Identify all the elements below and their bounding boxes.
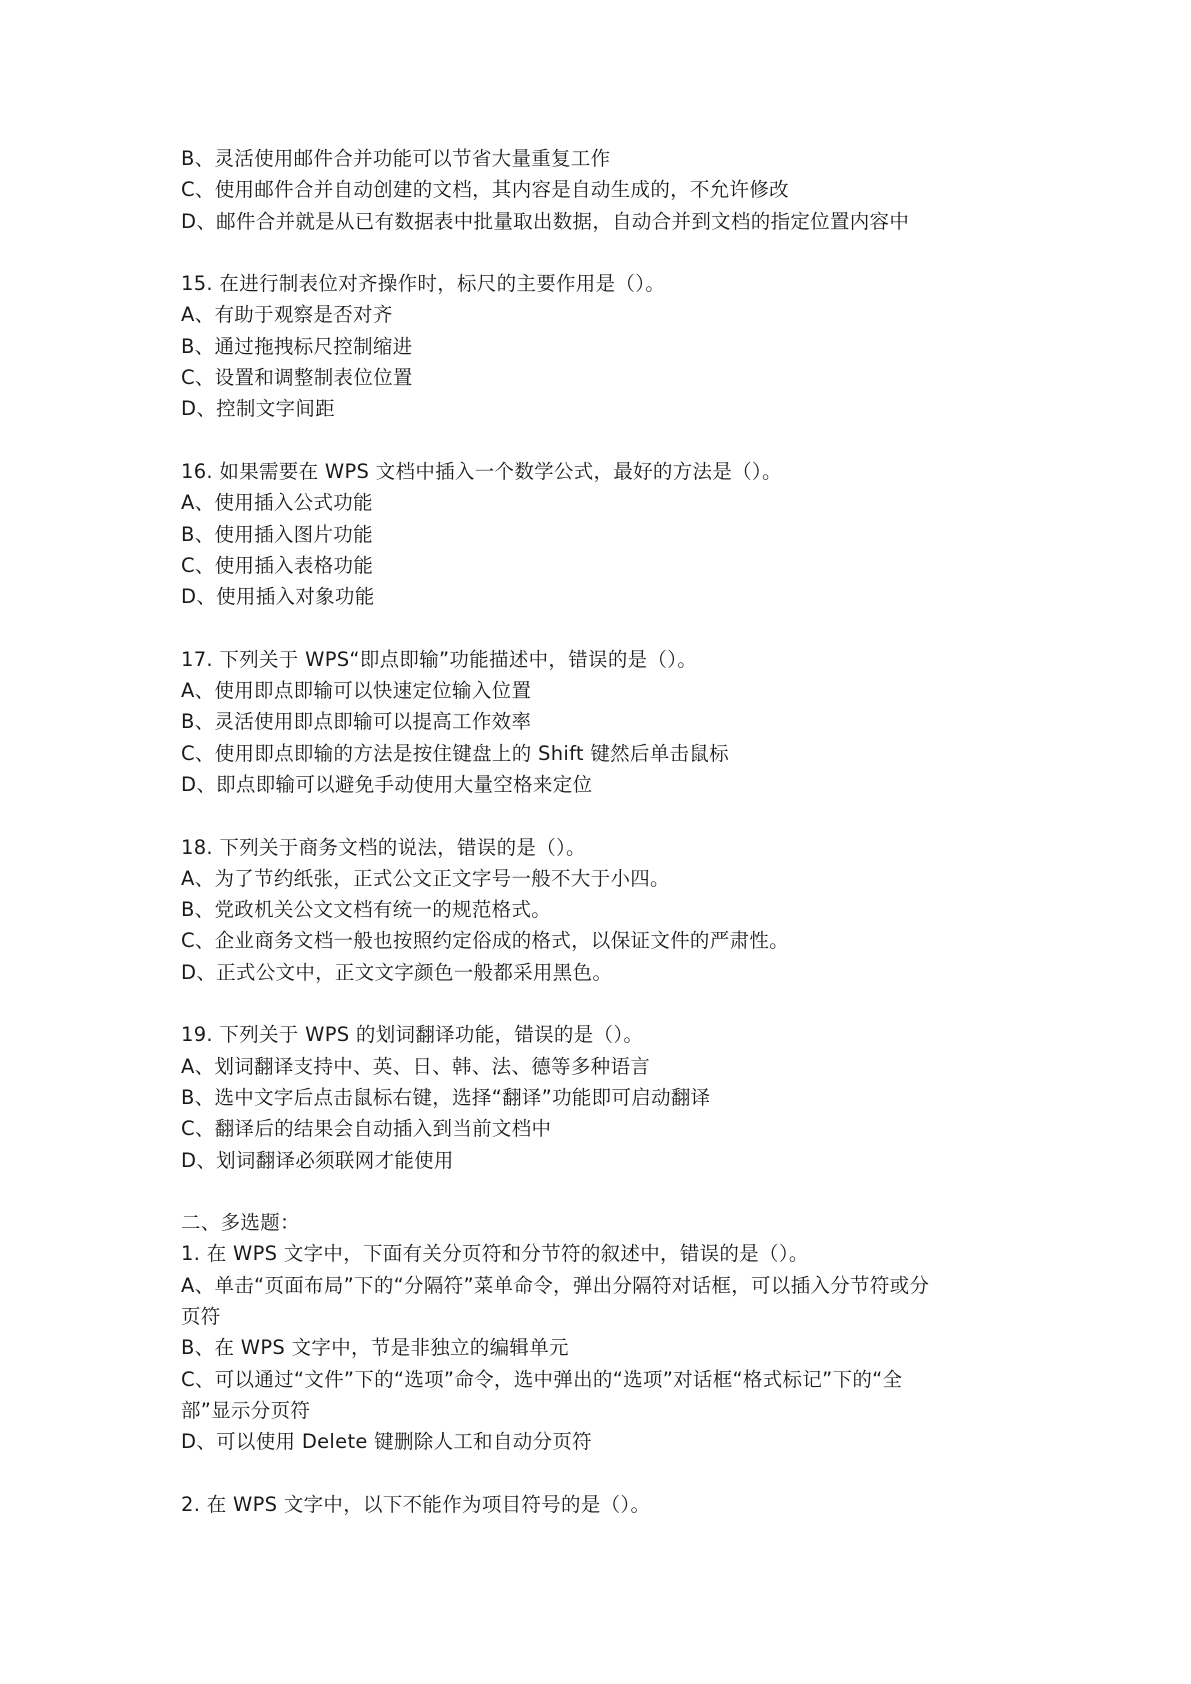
q17-option-a: A、使用即点即输可以快速定位输入位置 xyxy=(181,679,532,703)
spacer xyxy=(181,1176,1031,1207)
section-heading-multiple-choice: 二、多选题： xyxy=(181,1211,300,1235)
q19-stem: 19. 下列关于 WPS 的划词翻译功能，错误的是（）。 xyxy=(181,1023,644,1047)
mc-q1-option-b: B、在 WPS 文字中，节是非独立的编辑单元 xyxy=(181,1336,569,1360)
document-body xyxy=(181,143,1031,1520)
spacer xyxy=(181,988,1031,1019)
q19-option-c: C、翻译后的结果会自动插入到当前文档中 xyxy=(181,1117,552,1141)
mc-q1-option-d: D、可以使用 Delete 键删除人工和自动分页符 xyxy=(181,1430,592,1454)
spacer xyxy=(181,800,1031,831)
q15-option-b: B、通过拖拽标尺控制缩进 xyxy=(181,334,413,358)
spacer xyxy=(181,425,1031,456)
q15-option-d: D、控制文字间距 xyxy=(181,397,335,421)
q14-option-b: B、灵活使用邮件合并功能可以节省大量重复工作 xyxy=(181,147,611,170)
mc-q1-option-c-line1: C、可以通过“文件”下的“选项”命令，选中弹出的“选项”对话框“格式标记”下的“全 xyxy=(181,1367,903,1391)
q18-option-d: D、正式公文中，正文文字颜色一般都采用黑色。 xyxy=(181,960,613,984)
q16-option-d: D、使用插入对象功能 xyxy=(181,585,375,609)
mc-q1-option-a-line2: 页符 xyxy=(181,1304,221,1328)
q18-option-a: A、为了节约纸张，正式公文正文字号一般不大于小四。 xyxy=(181,866,670,890)
mc-q2-stem: 2. 在 WPS 文字中，以下不能作为项目符号的是（）。 xyxy=(181,1492,651,1516)
spacer xyxy=(181,237,1031,268)
q18-stem: 18. 下列关于商务文档的说法，错误的是（）。 xyxy=(181,835,586,859)
mc-q1-stem: 1. 在 WPS 文字中，下面有关分页符和分节符的叙述中，错误的是（）。 xyxy=(181,1242,809,1266)
spacer xyxy=(181,1457,1031,1488)
q15-stem: 15. 在进行制表位对齐操作时，标尺的主要作用是（）。 xyxy=(181,272,666,296)
mc-q1-option-c-line2: 部”显示分页符 xyxy=(181,1398,311,1422)
q18-option-b: B、党政机关公文文档有统一的规范格式。 xyxy=(181,898,552,922)
q19-option-d: D、划词翻译必须联网才能使用 xyxy=(181,1148,454,1172)
q17-stem: 17. 下列关于 WPS“即点即输”功能描述中，错误的是（）。 xyxy=(181,647,698,671)
q16-option-c: C、使用插入表格功能 xyxy=(181,553,374,577)
q16-option-a: A、使用插入公式功能 xyxy=(181,491,373,515)
q15-option-a: A、有助于观察是否对齐 xyxy=(181,303,393,327)
q14-option-c: C、使用邮件合并自动创建的文档，其内容是自动生成的，不允许修改 xyxy=(181,178,789,202)
q17-option-d: D、即点即输可以避免手动使用大量空格来定位 xyxy=(181,772,593,796)
q18-option-c: C、企业商务文档一般也按照约定俗成的格式，以保证文件的严肃性。 xyxy=(181,929,789,953)
q19-option-b: B、选中文字后点击鼠标右键，选择“翻译”功能即可启动翻译 xyxy=(181,1085,711,1109)
q16-stem: 16. 如果需要在 WPS 文档中插入一个数学公式，最好的方法是（）。 xyxy=(181,459,782,483)
spacer xyxy=(181,612,1031,643)
q16-option-b: B、使用插入图片功能 xyxy=(181,522,373,546)
q17-option-b: B、灵活使用即点即输可以提高工作效率 xyxy=(181,710,532,734)
q14-option-d: D、邮件合并就是从已有数据表中批量取出数据，自动合并到文档的指定位置内容中 xyxy=(181,209,910,233)
q15-option-c: C、设置和调整制表位位置 xyxy=(181,366,413,390)
q19-option-a: A、划词翻译支持中、英、日、韩、法、德等多种语言 xyxy=(181,1054,651,1078)
q17-option-c: C、使用即点即输的方法是按住键盘上的 Shift 键然后单击鼠标 xyxy=(181,741,729,765)
mc-q1-option-a-line1: A、单击“页面布局”下的“分隔符”菜单命令，弹出分隔符对话框，可以插入分节符或分 xyxy=(181,1273,930,1297)
